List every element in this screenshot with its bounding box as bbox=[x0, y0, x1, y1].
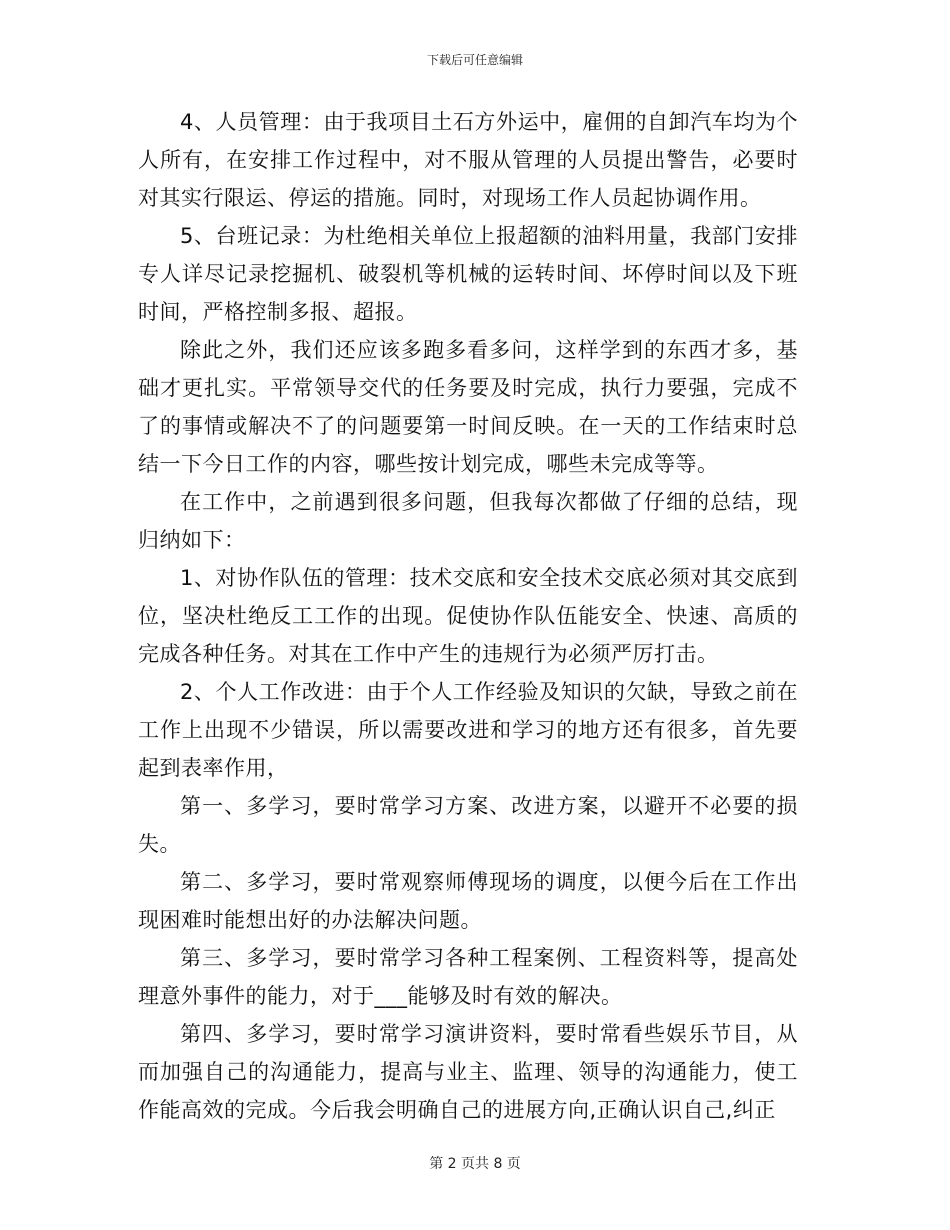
document-body bbox=[138, 103, 798, 1129]
page-number-footer: 第 2 页共 8 页 bbox=[429, 1156, 521, 1172]
paragraph-study-second: 第二、多学习，要时常观察师傅现场的调度，以便今后在工作出现困难时能想出好的办法解决问题。 bbox=[138, 870, 798, 932]
paragraph-study-first: 第一、多学习，要时常学习方案、改进方案，以避开不必要的损失。 bbox=[138, 794, 798, 856]
paragraph-shift-records: 5、台班记录：为杜绝相关单位上报超额的油料用量，我部门安排专人详尽记录挖掘机、破裂机等机械的运转时间、坏停时间以及下班时间，严格控制多报、超报。 bbox=[138, 224, 798, 324]
paragraph-study-fourth: 第四、多学习，要时常学习演讲资料，要时常看些娱乐节目，从而加强自己的沟通能力，提高与业主、监理、领导的沟通能力，使工作能高效的完成。今后我会明确自己的进展方向,正确认识自己,纠正 bbox=[138, 1022, 798, 1122]
paragraph-additional-advice: 除此之外，我们还应该多跑多看多问，这样学到的东西才多，基础才更扎实。平常领导交代的任务要及时完成，执行力要强，完成不了的事情或解决不了的问题要第一时间反映。在一天的工作结束时总结一下今日工作的内容，哪些按计划完成，哪些未完成等等。 bbox=[138, 338, 798, 476]
page-header: 下载后可任意编辑 bbox=[426, 53, 523, 67]
paragraph-personnel-management: 4、人员管理：由于我项目土石方外运中，雇佣的自卸汽车均为个人所有，在安排工作过程中，对不服从管理的人员提出警告，必要时对其实行限运、停运的措施。同时，对现场工作人员起协调作用。 bbox=[138, 110, 798, 210]
paragraph-study-third: 第三、多学习，要时常学习各种工程案例、工程资料等，提高处理意外事件的能力，对于___能够及时有效的解决。 bbox=[138, 946, 798, 1008]
paragraph-summary-intro: 在工作中，之前遇到很多问题，但我每次都做了仔细的总结，现归纳如下： bbox=[138, 490, 798, 552]
paragraph-personal-improvement: 2、个人工作改进：由于个人工作经验及知识的欠缺，导致之前在工作上出现不少错误，所以需要改进和学习的地方还有很多，首先要起到表率作用， bbox=[138, 680, 798, 780]
paragraph-team-management: 1、对协作队伍的管理：技术交底和安全技术交底必须对其交底到位，坚决杜绝反工工作的出现。促使协作队伍能安全、快速、高质的完成各种任务。对其在工作中产生的违规行为必须严厉打击。 bbox=[138, 566, 798, 666]
